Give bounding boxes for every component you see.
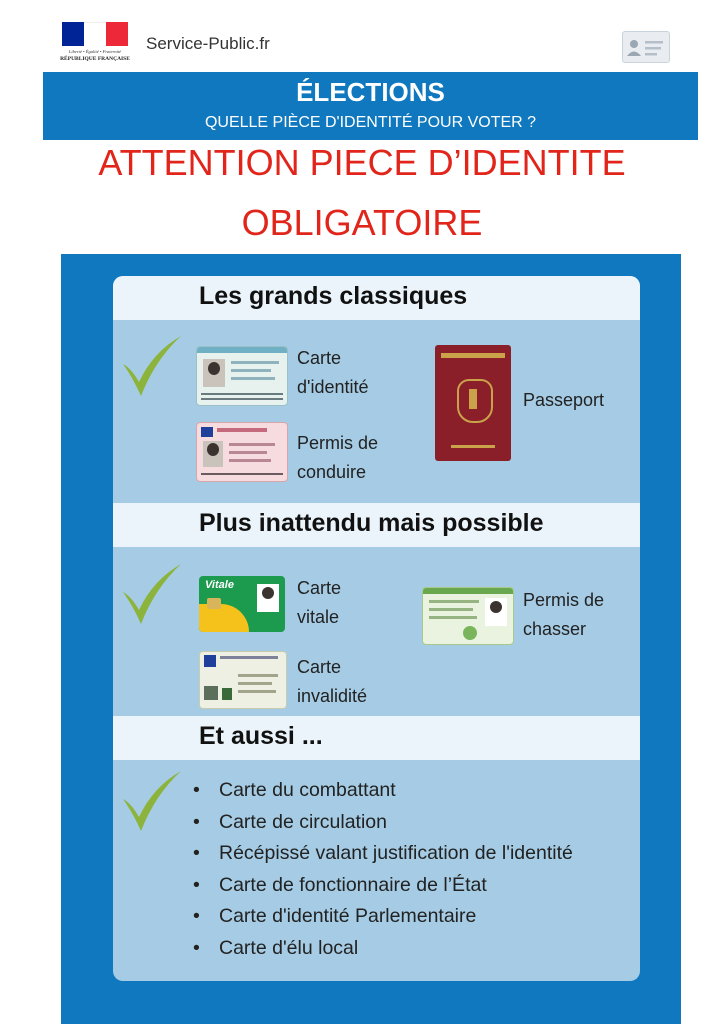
id-card-label-2: d'identité [297, 377, 369, 397]
site-header [0, 0, 724, 72]
site-brand[interactable]: Service-Public.fr [146, 34, 270, 53]
checkmark-icon [119, 769, 183, 833]
elections-banner [43, 72, 698, 140]
driving-license-image [196, 422, 288, 482]
section-heading-also [113, 716, 640, 760]
section-heading-unexpected [113, 503, 640, 547]
banner-title: ÉLECTIONS [296, 77, 445, 107]
tricolor-flag-icon [62, 22, 128, 46]
alert-line-1: ATTENTION PIECE D’IDENTITE [98, 142, 626, 183]
list-item: • Carte d'élu local [209, 933, 573, 965]
vitale-label-2: vitale [297, 607, 340, 627]
section-title: Plus inattendu mais possible [199, 509, 544, 537]
vitale-label-1: Carte [297, 578, 342, 598]
hunting-label-1: Permis de [523, 590, 605, 610]
alert-line-2: OBLIGATOIRE [241, 202, 483, 243]
section-title: Les grands classiques [199, 282, 468, 310]
list-item: • Carte du combattant [209, 775, 573, 807]
hunting-permit-image [422, 587, 514, 645]
license-label-1: Permis de [297, 433, 379, 453]
logo-motto: Liberté • Égalité • Fraternité [68, 49, 122, 54]
license-label-2: conduire [297, 462, 367, 482]
list-item: • Carte d'identité Parlementaire [209, 901, 573, 933]
disability-label-2: invalidité [297, 686, 368, 706]
banner-subtitle: QUELLE PIÈCE D'IDENTITÉ POUR VOTER ? [204, 114, 537, 131]
id-card-label-1: Carte [297, 348, 342, 368]
vitale-card-image [199, 576, 285, 632]
section-heading-classics [113, 276, 640, 320]
id-card-icon[interactable] [622, 31, 670, 63]
id-card-image [196, 346, 288, 406]
other-documents-list [209, 775, 573, 965]
logo-name: RÉPUBLIQUE FRANÇAISE [60, 56, 130, 62]
checkmark-icon [119, 334, 183, 398]
passport-image [435, 345, 511, 461]
list-item: • Carte de circulation [209, 807, 573, 839]
disability-label-1: Carte [297, 657, 342, 677]
checkmark-icon [119, 562, 183, 626]
section-title: Et aussi ... [199, 722, 323, 750]
passport-label: Passeport [523, 390, 605, 410]
disability-card-image [199, 651, 287, 709]
documents-panel [61, 254, 681, 1024]
list-item: • Récépissé valant justification de l'identité [209, 838, 573, 870]
republique-francaise-logo[interactable] [58, 22, 132, 68]
documents-list [113, 276, 640, 981]
hunting-label-2: chasser [523, 619, 587, 639]
vitale-card-text: Vitale [205, 579, 234, 591]
list-item: • Carte de fonctionnaire de l’État [209, 870, 573, 902]
